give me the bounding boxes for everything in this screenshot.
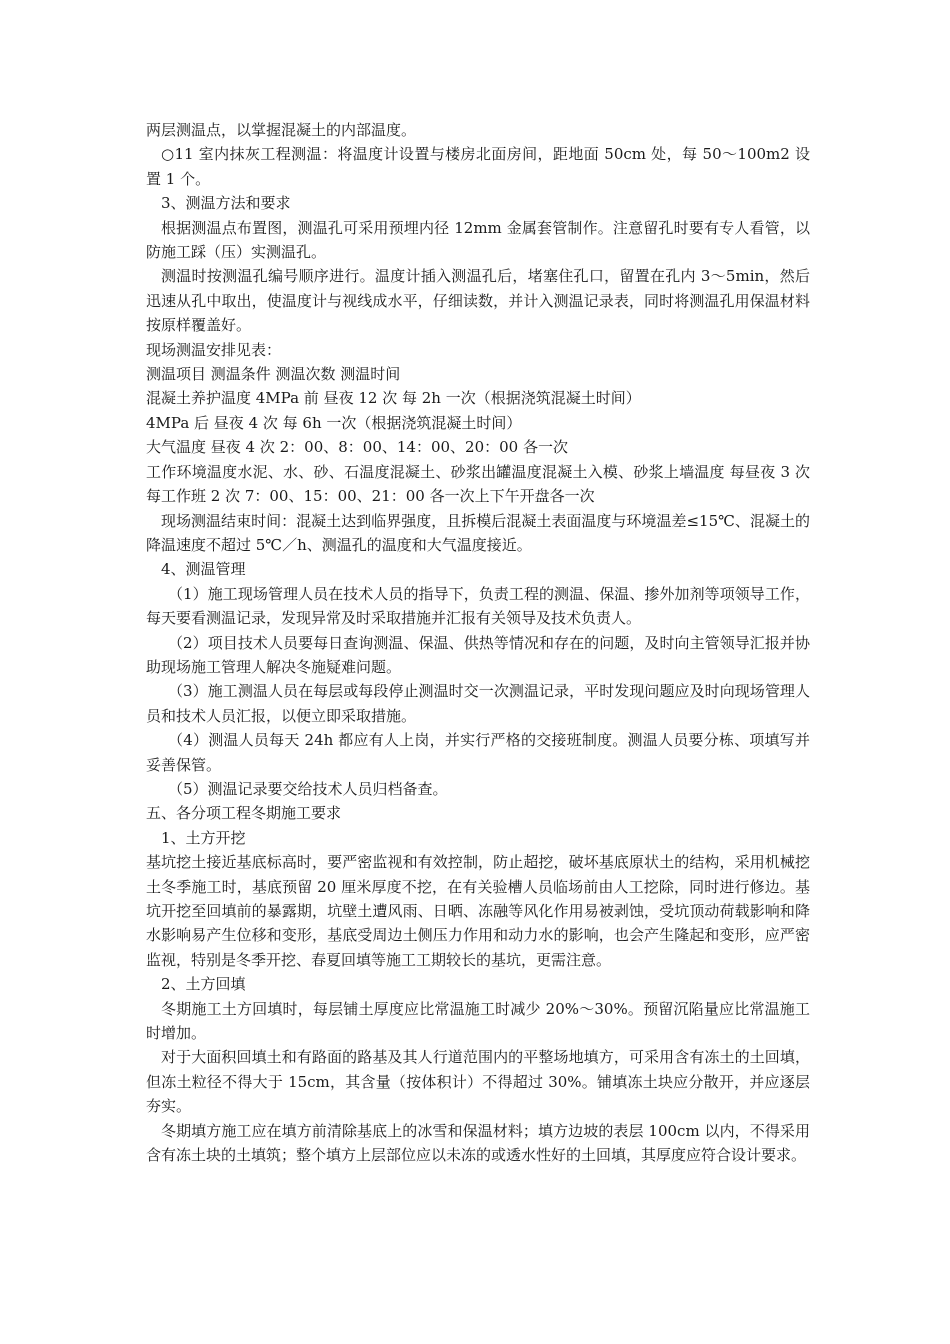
table-header-line: 测温项目 测温条件 测温次数 测温时间: [146, 365, 401, 384]
paragraph-backfill-2: 对于大面积回填土和有路面的路基及其人行道范围内的平整场地填方，可采用含有冻土的土回填，但冻土粒径不得大于 15cm，其含量（按体积计）不得超过 30%。铺填冻土块应分散开，并应逐层夯实。: [146, 1048, 810, 1116]
paragraph-backfill-1: 冬期施工土方回填时，每层铺土厚度应比常温施工时减少 20%～30%。预留沉陷量应比常温施工时增加。: [146, 999, 810, 1043]
table-line-2: 4MPa 后 昼夜 4 次 每 6h 一次（根据浇筑混凝土时间）: [146, 413, 522, 432]
paragraph-1: 两层测温点，以掌握混凝土的内部温度。: [146, 121, 417, 139]
list-item-3: （3）施工测温人员在每层或每段停止测温时交一次测温记录，平时发现问题应及时向现场管理人员和技术人员汇报，以便立即采取措施。: [146, 682, 810, 725]
table-line-4: 工作环境温度水泥、水、砂、石温度混凝土、砂浆出罐温度混凝土入模、砂浆上墙温度 每昼夜 3 次每工作班 2 次 7：00、15：00、21：00 各一次上下午开盘各一次: [146, 462, 810, 506]
chapter-heading-5: 五、各分项工程冬期施工要求: [146, 804, 342, 823]
table-line-1: 混凝土养护温度 4MPa 前 昼夜 12 次 每 2h 一次（根据浇筑混凝土时间）: [146, 389, 641, 408]
list-item-1: （1）施工现场管理人员在技术人员的指导下，负责工程的测温、保温、掺外加剂等项领导工作，每天要看测温记录，发现异常及时采取措施并汇报有关领导及技术负责人。: [146, 584, 810, 628]
paragraph-12: 现场测温结束时间：混凝土达到临界强度，且拆模后混凝土表面温度与环境温差≤15℃、混凝土的降温速度不超过 5℃／h、测温孔的温度和大气温度接近。: [146, 511, 810, 554]
paragraph-5: 测温时按测温孔编号顺序进行。温度计插入测温孔后，堵塞住孔口，留置在孔内 3～5min，然后迅速从孔中取出，使温度计与视线成水平，仔细读数，并计入测温记录表，同时将测温孔用保温材料按原样覆盖好。: [146, 267, 810, 335]
subsection-heading-1: 1、土方开挖: [161, 828, 246, 847]
document-body: [146, 118, 810, 1167]
paragraph-excavation: 基坑挖土接近基底标高时，要严密监视和有效控制，防止超挖，破坏基底原状土的结构，采用机械挖土冬季施工时，基底预留 20 厘米厚度不挖，在有关验槽人员临场前由人工挖除，同时进行修边。基坑开挖至回填前的暴露期，坑壁土遭风雨、日晒、冻融等风化作用易被剥蚀，受坑顶动荷载影响和降水影响易产生位移和变形，基底受周边土侧压力作用和动力水的影响，也会产生隆起和变形，应严密监视，特别是冬季开挖、春夏回填等施工工期较长的基坑，更需注意。: [146, 853, 810, 969]
list-item-4: （4）测温人员每天 24h 都应有人上岗，并实行严格的交接班制度。测温人员要分栋、项填写并妥善保管。: [146, 731, 810, 774]
paragraph-2: ○11 室内抹灰工程测温：将温度计设置与楼房北面房间，距地面 50cm 处，每 50～100m2 设置 1 个。: [146, 145, 810, 188]
subsection-heading-2: 2、土方回填: [161, 975, 246, 994]
list-item-5: （5）测温记录要交给技术人员归档备查。: [168, 779, 448, 798]
section-heading-4: 4、测温管理: [161, 560, 246, 579]
paragraph-backfill-3: 冬期填方施工应在填方前清除基底上的冰雪和保温材料；填方边坡的表层 100cm 以内，不得采用含有冻土块的土填筑；整个填方上层部位应以未冻的或透水性好的土回填，其厚度应符合设计要求。: [146, 1121, 810, 1165]
paragraph-4: 根据测温点布置图，测温孔可采用预埋内径 12mm 金属套管制作。注意留孔时要有专人看管，以防施工踩（压）实测温孔。: [146, 218, 810, 262]
list-item-2: （2）项目技术人员要每日查询测温、保温、供热等情况和存在的问题，及时向主管领导汇报并协助现场施工管理人解决冬施疑难问题。: [146, 633, 810, 676]
section-heading-3: 3、测温方法和要求: [161, 194, 291, 213]
table-intro: 现场测温安排见表：: [146, 340, 282, 359]
table-line-3: 大气温度 昼夜 4 次 2：00、8：00、14：00、20：00 各一次: [146, 438, 568, 457]
